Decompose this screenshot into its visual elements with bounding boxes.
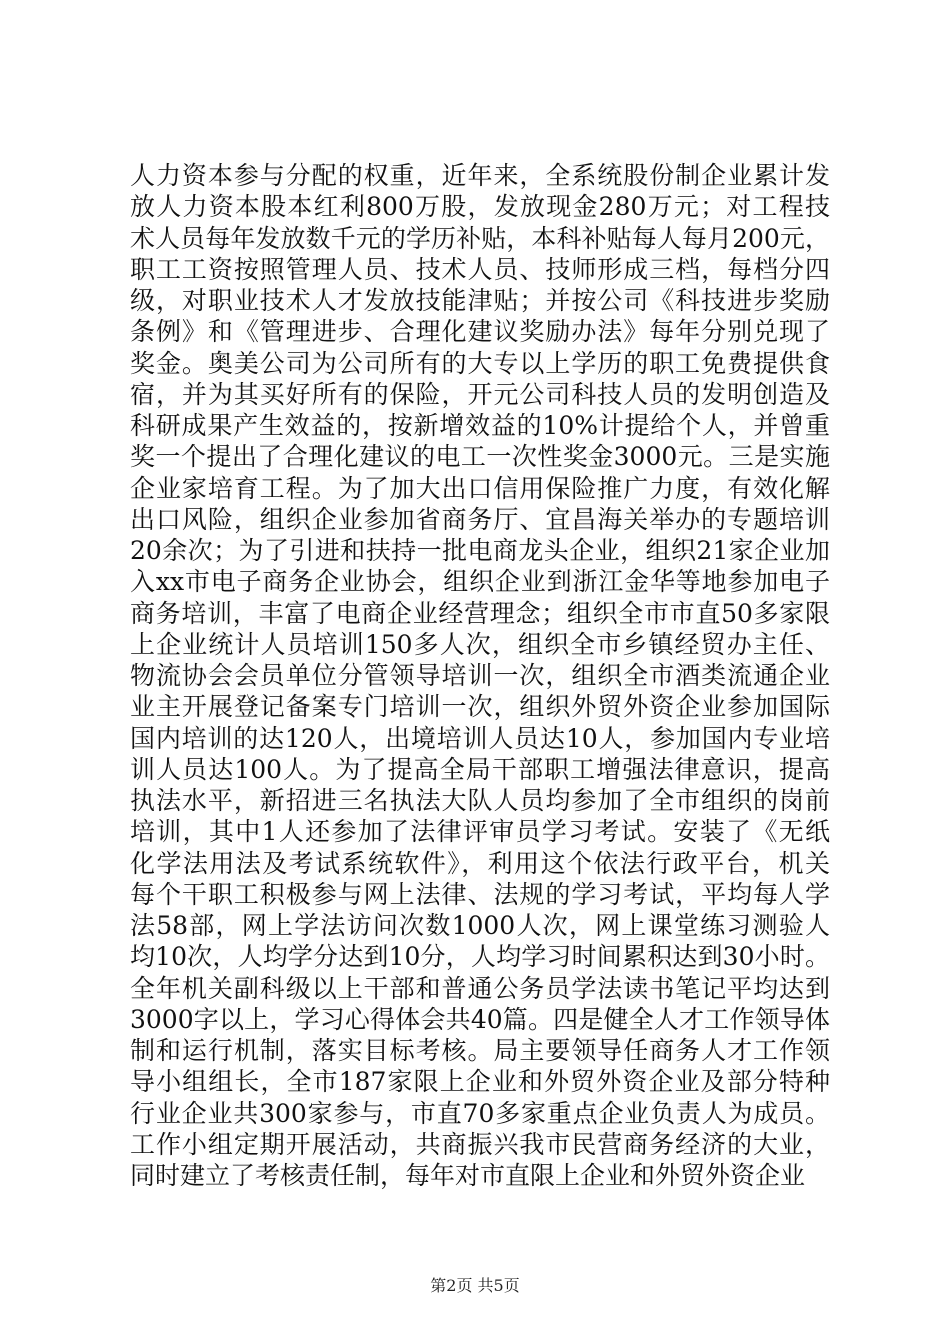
text-line: 国内培训的达120人，出境培训人员达10人，参加国内专业培	[130, 723, 830, 753]
text-line: 训人员达100人。为了提高全局干部职工增强法律意识，提高	[130, 754, 830, 784]
text-line: 奖一个提出了合理化建议的电工一次性奖金3000元。三是实施	[130, 442, 830, 472]
text-line: 制和运行机制，落实目标考核。局主要领导任商务人才工作领	[130, 1036, 830, 1065]
text-line: 全年机关副科级以上干部和普通公务员学法读书笔记平均达到	[130, 973, 830, 1003]
body-paragraph	[130, 160, 830, 1191]
text-line: 化学法用法及考试系统软件》，利用这个依法行政平台，机关	[130, 848, 830, 878]
text-line: 入xx市电子商务企业协会，组织企业到浙江金华等地参加电子	[130, 567, 830, 597]
text-line: 业主开展登记备案专门培训一次，组织外贸外资企业参加国际	[130, 692, 830, 722]
text-line: 3000字以上，学习心得体会共40篇。四是健全人才工作领导体	[130, 1004, 830, 1034]
text-line: 人力资本参与分配的权重，近年来，全系统股份制企业累计发	[130, 161, 830, 190]
text-line: 企业家培育工程。为了加大出口信用保险推广力度，有效化解	[130, 473, 830, 503]
text-line: 执法水平，新招进三名执法大队人员均参加了全市组织的岗前	[130, 786, 830, 815]
text-line: 均10次，人均学分达到10分，人均学习时间累积达到30小时。	[130, 942, 830, 972]
text-line: 宿，并为其买好所有的保险，开元公司科技人员的发明创造及	[130, 379, 830, 409]
text-line: 导小组组长，全市187家限上企业和外贸外资企业及部分特种	[130, 1067, 830, 1097]
text-line: 科研成果产生效益的，按新增效益的10%计提给个人，并曾重	[130, 411, 830, 440]
text-line: 条例》和《管理进步、合理化建议奖励办法》每年分别兑现了	[130, 317, 830, 347]
text-line: 20余次；为了引进和扶持一批电商龙头企业，组织21家企业加	[130, 536, 830, 565]
text-line: 上企业统计人员培训150多人次，组织全市乡镇经贸办主任、	[130, 629, 830, 659]
text-line: 职工工资按照管理人员、技术人员、技师形成三档，每档分四	[130, 254, 830, 284]
text-line: 奖金。奥美公司为公司所有的大专以上学历的职工免费提供食	[130, 348, 830, 378]
text-line: 每个干职工积极参与网上法律、法规的学习考试，平均每人学	[130, 879, 830, 909]
text-line: 行业企业共300家参与，市直70多家重点企业负责人为成员。	[130, 1098, 830, 1128]
text-line: 级，对职业技术人才发放技能津贴；并按公司《科技进步奖励	[130, 286, 830, 315]
text-line: 放人力资本股本红利800万股，发放现金280万元；对工程技	[130, 192, 830, 222]
text-line: 出口风险，组织企业参加省商务厅、宜昌海关举办的专题培训	[130, 504, 830, 534]
text-line: 物流协会会员单位分管领导培训一次，组织全市酒类流通企业	[130, 661, 830, 690]
text-line: 商务培训，丰富了电商企业经营理念；组织全市市直50多家限	[130, 598, 830, 628]
text-line: 法58部，网上学法访问次数1000人次，网上课堂练习测验人	[130, 911, 830, 940]
text-line: 同时建立了考核责任制，每年对市直限上企业和外贸外资企业	[130, 1161, 806, 1190]
page-number-footer: 第2页 共5页	[430, 1276, 520, 1295]
text-line: 工作小组定期开展活动，共商振兴我市民营商务经济的大业，	[130, 1129, 830, 1159]
text-line: 术人员每年发放数千元的学历补贴，本科补贴每人每月200元，	[130, 223, 830, 253]
text-line: 培训，其中1人还参加了法律评审员学习考试。安装了《无纸	[130, 817, 830, 847]
